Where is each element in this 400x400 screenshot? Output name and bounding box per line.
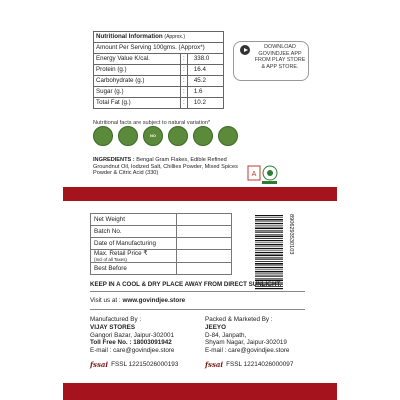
info-value bbox=[177, 250, 232, 263]
play-store-icon bbox=[240, 45, 250, 55]
storage-instructions: KEEP IN A COOL & DRY PLACE AWAY FROM DIRECT SUNLIGHT. bbox=[90, 281, 282, 288]
download-app-text: DOWNLOAD GOVINDJEE APP FROM PLAY STORE & APP STORE. bbox=[254, 44, 306, 70]
nutrition-sep: : bbox=[180, 87, 187, 98]
divider bbox=[90, 291, 305, 292]
info-label: Date of Manufacturing bbox=[91, 238, 177, 250]
fssai-license-1: fssai FSSL 12215026000193 bbox=[90, 360, 179, 369]
nutrition-sep: : bbox=[180, 54, 187, 65]
nutrition-row bbox=[94, 65, 224, 76]
packer-block bbox=[205, 316, 310, 355]
natural-icon bbox=[168, 126, 188, 146]
info-label: Batch No. bbox=[91, 226, 177, 238]
vegan-icon bbox=[218, 126, 238, 146]
red-band-top bbox=[63, 187, 337, 201]
packer-heading: Packed & Marketed By : bbox=[205, 316, 273, 323]
nutrition-row bbox=[94, 98, 224, 109]
visit-website: Visit us at : www.govindjee.store bbox=[90, 297, 186, 304]
info-row bbox=[91, 238, 232, 250]
fssai-logo-icon: fssai bbox=[205, 360, 224, 369]
fssai-license-2: fssai FSSL 12214026000097 bbox=[205, 360, 294, 369]
nutrition-value: 45.2 bbox=[187, 76, 223, 87]
info-row bbox=[91, 250, 232, 263]
product-info-table bbox=[90, 213, 232, 275]
no-preservative-icon: NO bbox=[143, 126, 163, 146]
info-row bbox=[91, 226, 232, 238]
nutrition-table bbox=[93, 31, 224, 109]
info-row bbox=[91, 263, 232, 275]
nutrition-label: Total Fat (g.) bbox=[94, 98, 181, 109]
info-label-mrp: Max. Retail Price ₹ (Incl of all Taxes) bbox=[91, 250, 177, 263]
nutrition-row bbox=[94, 76, 224, 87]
nutrition-value: 10.2 bbox=[187, 98, 223, 109]
red-band-bottom bbox=[63, 383, 337, 400]
manufacturer-tollfree: Toll Free No. : 18003091942 bbox=[90, 339, 172, 347]
nutrition-row bbox=[94, 54, 224, 65]
nutrition-title: Nutritional Information bbox=[96, 33, 163, 40]
manufacturer-heading: Manufactured By : bbox=[90, 316, 142, 323]
packer-name: JEEYO bbox=[205, 323, 226, 331]
nutrition-note: Nutritional facts are subject to natural variation* bbox=[93, 120, 211, 126]
divider bbox=[90, 309, 305, 310]
nutrition-label: Protein (g.) bbox=[94, 65, 181, 76]
ingredients-heading: INGREDIENTS : bbox=[93, 157, 135, 163]
recycle-logo-icon bbox=[247, 163, 279, 185]
nutrition-serving-row bbox=[94, 43, 224, 54]
nutrition-sep: : bbox=[180, 65, 187, 76]
nutrition-label: Carbohydrate (g.) bbox=[94, 76, 181, 87]
fssai-logo-icon: fssai bbox=[90, 360, 109, 369]
info-value bbox=[177, 226, 232, 238]
ingredients-text: Bengal Gram Flakes, Edible Refined Groundnut Oil, Iodized Salt, Chillies Powder, Mixed Spices Powder & Citric Acid (330) bbox=[93, 157, 238, 177]
gluten-free-icon bbox=[193, 126, 213, 146]
packer-address2: Shyam Nagar, Jaipur-302019 bbox=[205, 339, 287, 347]
nutrition-title-note: (Approx.) bbox=[164, 34, 185, 40]
packer-email: E-mail : care@govindjee.store bbox=[205, 347, 290, 355]
nutrition-value: 16.4 bbox=[187, 65, 223, 76]
ingredients bbox=[93, 157, 243, 177]
nutrition-value: 1.6 bbox=[187, 87, 223, 98]
nutrition-label: Sugar (g.) bbox=[94, 87, 181, 98]
manufacturer-address: Gangori Bazar, Jaipur-302001 bbox=[90, 331, 175, 339]
nutrition-sep: : bbox=[180, 98, 187, 109]
nutrition-serving: Amount Per Serving 100gms. (Approx*) bbox=[94, 43, 224, 54]
website-link[interactable]: www.govindjee.store bbox=[122, 297, 186, 304]
info-row bbox=[91, 214, 232, 226]
info-label: Best Before bbox=[91, 263, 177, 275]
plant-pot-icon bbox=[118, 126, 138, 146]
info-value bbox=[177, 263, 232, 275]
manufacturer-block bbox=[90, 316, 195, 355]
nutrition-row bbox=[94, 87, 224, 98]
info-value bbox=[177, 238, 232, 250]
manufacturer-email: E-mail : care@govindjee.store bbox=[90, 347, 175, 355]
info-value bbox=[177, 214, 232, 226]
nutrition-title-row bbox=[94, 32, 224, 43]
info-label: Net Weight bbox=[91, 214, 177, 226]
svg-text:8906293530103: 8906293530103 bbox=[288, 214, 294, 255]
barcode-number bbox=[284, 213, 292, 291]
barcode bbox=[255, 213, 283, 291]
leaf-icon bbox=[93, 126, 113, 146]
nutrition-sep: : bbox=[180, 76, 187, 87]
svg-text:A: A bbox=[251, 171, 257, 178]
packer-address1: D-84, Janpath, bbox=[205, 331, 247, 339]
nutrition-label: Energy Value K/cal. bbox=[94, 54, 181, 65]
manufacturer-name: VIJAY STORES bbox=[90, 323, 136, 331]
nutrition-value: 338.0 bbox=[187, 54, 223, 65]
